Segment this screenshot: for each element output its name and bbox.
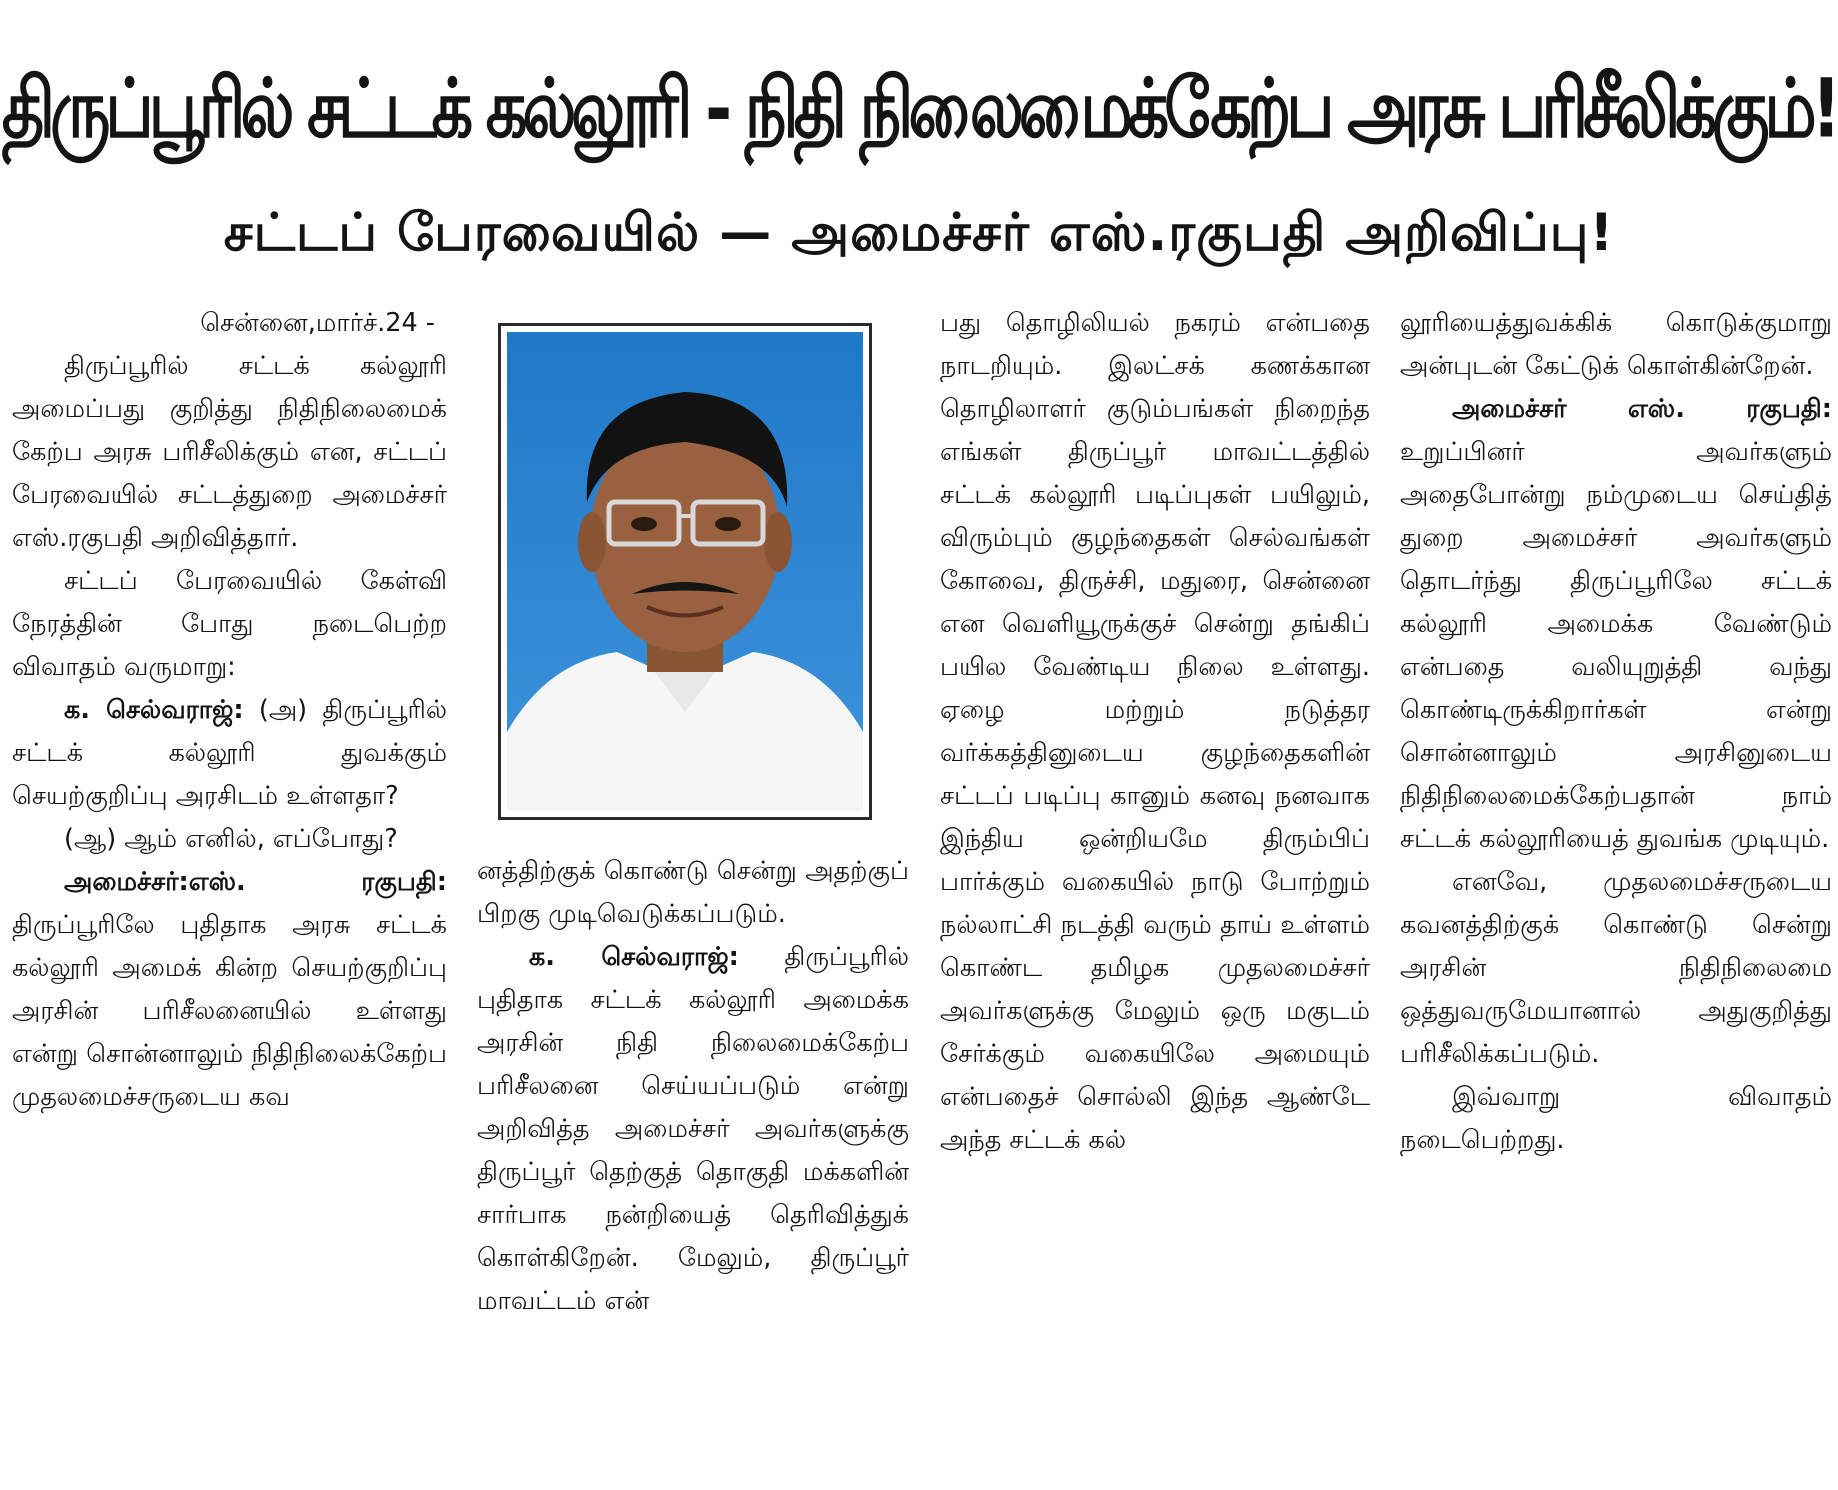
paragraph-text: திருப்பூரிலே புதிதாக அரசு சட்டக் கல்லூரி அமைக் கின்ற செயற்குறிப்பு அரசின் பரிசீலனையில் உள்ளது என்று சொன்னாலும் நிதிநிலைக்கேற்ப முதலமைச்சருடைய கவ: [12, 910, 447, 1112]
paragraph: பது தொழிலியல் நகரம் என்பதை நாடறியும். இலட்சக் கணக்கான தொழிலாளர் குடும்பங்கள் நிறைந்த எங்கள் திருப்பூர் மாவட்டத்தில் சட்டக் கல்லூரி படிப்புகள் பயிலும், விரும்பும் குழந்தைகள் செல்வங்கள் கோவை, திருச்சி, மதுரை, சென்னை என வெளியூருக்குச் சென்று தங்கிப் பயில வேண்டிய நிலை உள்ளது. ஏழை மற்றும் நடுத்தர வர்க்கத்தினுடைய குழந்தைகளின் சட்டப் படிப்பு கானும் கனவு நனவாக இந்திய ஒன்றியமே திரும்பிப் பார்க்கும் வகையில் நாடு போற்றும் நல்லாட்சி நடத்தி வரும் தாய் உள்ளம் கொண்ட தமிழக முதலமைச்சர் அவர்களுக்கு மேலும் ஒரு மகுடம் சேர்க்கும் வகையிலே அமையும் என்பதைச் சொல்லி இந்த ஆண்டே அந்த சட்டக் கல்: [940, 308, 1370, 1155]
headline: திருப்பூரில் சட்டக் கல்லூரி - நிதி நிலைமைக்கேற்ப அரசு பரிசீலிக்கும்!: [1, 62, 1837, 157]
subheadline: சட்டப் பேரவையில் — அமைச்சர் எஸ்.ரகுபதி அறிவிப்பு!: [223, 203, 1615, 263]
paragraph: னத்திற்குக் கொண்டு சென்று அதற்குப் பிறகு முடிவெடுக்கப்படும்.: [477, 856, 909, 929]
paragraph: லூரியைத்துவக்கிக் கொடுக்குமாறு அன்புடன் கேட்டுக் கொள்கின்றேன்.: [1400, 308, 1832, 381]
answer-paragraph: [1400, 388, 1832, 861]
speaker-name: அமைச்சர்:எஸ். ரகுபதி:: [64, 867, 447, 897]
article-column-4: [1400, 302, 1832, 1162]
answer-paragraph: [12, 861, 447, 1119]
speaker-name: அமைச்சர் எஸ். ரகுபதி:: [1452, 394, 1832, 424]
article-column-3: [940, 302, 1370, 1162]
article-column-2: [477, 850, 909, 1323]
question-paragraph: [12, 689, 447, 818]
paragraph: எனவே, முதலமைச்சருடைய கவனத்திற்குக் கொண்டு சென்று அரசின் நிதிநிலைமை ஒத்துவருமேயானால் அதுகுறித்து பரிசீலிக்கப்படும்.: [1400, 867, 1832, 1069]
portrait-photo: [498, 323, 872, 820]
paragraph: சட்டப் பேரவையில் கேள்வி நேரத்தின் போது நடைபெற்ற விவாதம் வருமாறு:: [12, 566, 447, 682]
dateline: சென்னை,மார்ச்.24 -: [200, 308, 435, 338]
article-column-1: [12, 302, 447, 1119]
paragraph-text: உறுப்பினர் அவர்களும் அதைபோன்று நம்முடைய செய்தித் துறை அமைச்சர் அவர்களும் தொடர்ந்து திருப்பூரிலே சட்டக் கல்லூரி அமைக்க வேண்டும் என்பதை வலியுறுத்தி வந்து கொண்டிருக்கிறார்கள் என்று சொன்னாலும் அரசினுடைய நிதிநிலைமைக்கேற்பதான் நாம் சட்டக் கல்லூரியைத் துவங்க முடியும்.: [1400, 437, 1832, 854]
portrait-image: [507, 332, 863, 811]
paragraph: திருப்பூரில் சட்டக் கல்லூரி அமைப்பது குறித்து நிதிநிலைமைக் கேற்ப அரசு பரிசீலிக்கும் என, சட்டப் பேரவையில் சட்டத்துறை அமைச்சர் எஸ்.ரகுபதி அறிவித்தார்.: [12, 351, 447, 553]
paragraph-text: திருப்பூரில் புதிதாக சட்டக் கல்லூரி அமைக்க அரசின் நிதி நிலைமைக்கேற்ப பரிசீலனை செய்யப்படும் என்று அறிவித்த அமைச்சர் அவர்களுக்கு திருப்பூர் தெற்குத் தொகுதி மக்களின் சார்பாக நன்றியைத் தெரிவித்துக் கொள்கிறேன். மேலும், திருப்பூர் மாவட்டம் என்: [477, 942, 910, 1316]
paragraph-text: (அ) திருப்பூரில் சட்டக் கல்லூரி துவக்கும் செயற்குறிப்பு அரசிடம் உள்ளதா?: [12, 695, 448, 811]
speaker-name: க. செல்வராஜ்:: [529, 942, 739, 972]
paragraph: (ஆ) ஆம் எனில், எப்போது?: [64, 824, 398, 854]
question-paragraph: [477, 936, 909, 1323]
paragraph: இவ்வாறு விவாதம் நடைபெற்றது.: [1400, 1082, 1832, 1155]
speaker-name: க. செல்வராஜ்:: [64, 695, 244, 725]
